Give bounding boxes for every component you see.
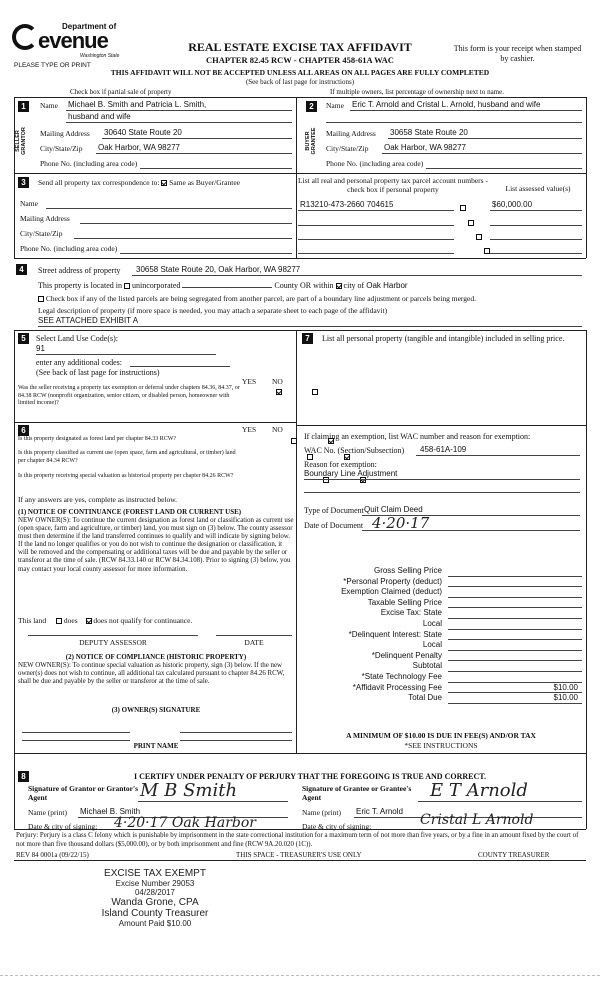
does-not-checkbox[interactable] [86, 618, 92, 624]
segregated-text: Check box if any of the listed parcels are being segregated from another parcel, are part of a boundary line adjustment or parcels being merged. [45, 294, 476, 303]
personal-property-label: List all personal property (tangible and intangible) included in selling price. [322, 334, 565, 343]
assessed-header: List assessed value(s) [505, 184, 571, 193]
section-8-number: 8 [18, 771, 29, 782]
grantor-date-label: Date & city of signing: [28, 822, 98, 831]
same-as-buyer-checkbox[interactable] [161, 180, 167, 186]
s3-city-label: City/State/Zip [20, 229, 63, 238]
forest-question: Is this property designated as forest land per chapter 84.33 RCW? [18, 436, 177, 442]
form-warning: THIS AFFIDAVIT WILL NOT BE ACCEPTED UNLESS ALL AREAS ON ALL PAGES ARE FULLY COMPLETED [110, 68, 490, 77]
doc-type-label: Type of Document [304, 506, 364, 515]
tax-row-label: Taxable Selling Price [367, 597, 442, 607]
form-chapter: CHAPTER 82.45 RCW - CHAPTER 458-61A WAC [206, 55, 394, 65]
treasurer-use-only: THIS SPACE - TREASURER'S USE ONLY [236, 851, 362, 859]
tax-row-label: Excise Tax: State [380, 608, 442, 618]
section-1-number: 1 [18, 101, 29, 112]
s1-name-value-2[interactable]: husband and wife [68, 112, 131, 121]
tax-row-label: *Delinquent Interest: State [348, 629, 442, 639]
tax-row-line [448, 607, 582, 608]
does-checkbox[interactable] [56, 618, 62, 624]
see-instructions-note: *SEE INSTRUCTIONS [404, 741, 478, 750]
partial-sale-note: Check box if partial sale of property [70, 88, 172, 96]
s2-mail-label: Mailing Address [326, 129, 376, 138]
parcel-header: List all real and personal property tax parcel account numbers - check box if personal property [298, 176, 488, 194]
parcel-value-1[interactable]: R13210-473-2660 704615 [300, 200, 394, 209]
form-revision: REV 84 0001a (09/22/15) [16, 851, 89, 859]
s6-yes-header: YES [242, 425, 257, 434]
segregated-note [38, 294, 586, 303]
tax-row-line [448, 671, 582, 672]
personal-property-checkbox-2[interactable] [468, 220, 474, 226]
exempt-yes-checkbox[interactable] [276, 389, 282, 395]
personal-property-checkbox-3[interactable] [476, 234, 482, 240]
logo-swoosh-icon [12, 24, 38, 50]
claim-exemption-label: If claiming an exemption, list WAC number and reason for exemption: [304, 432, 531, 441]
please-type: PLEASE TYPE OR PRINT [14, 62, 91, 69]
any-yes-note: If any answers are yes, complete as instructed below. [18, 495, 178, 504]
s3-send-text: Send all property tax correspondence to: [38, 178, 160, 187]
tax-row-label: *State Technology Fee [361, 672, 442, 681]
s3-phone-label: Phone No. (including area code) [20, 244, 118, 253]
minimum-due-note: A MINIMUM OF $10.00 IS DUE IN FEE(S) AND/OR TAX [346, 731, 536, 740]
notice-2-text: NEW OWNER(S): To continue special valuation as historic property, sign (3) below. If the new owner(s) does not wish to continue, all additional tax calculated pursuant to chapter 84.26 RCW, shall be due and payable by the seller or transferor at the time of sale. [18, 662, 285, 686]
stamp-line-6: Amount Paid $10.00 [118, 919, 192, 928]
s5-yes-header: YES [242, 377, 257, 386]
tax-row-line [448, 629, 582, 630]
section-3-number: 3 [18, 177, 29, 188]
tax-row-label: *Affidavit Processing Fee [352, 682, 442, 692]
tax-row-line [448, 650, 582, 651]
perjury-note: Perjury: Perjury is a class C felony which is punishable by imprisonment in the state correctional institution for a maximum term of not more than five years, or by a fine in an amount fixed by the court of not more than five thousand dollars ($5,000.00), or by both imprisonment and fine (RCW 9A.20.020 (1C)). [16, 832, 579, 848]
seller-grantor-label: SELLER GRANTOR [15, 127, 27, 155]
grantee-name-label: Name (print) [302, 808, 341, 817]
section-2-number: 2 [306, 101, 317, 112]
treasurer-stamp [70, 868, 240, 928]
agency-line2: evenue [38, 28, 108, 53]
see-back-note: (See back of last page for instructions) [245, 78, 355, 86]
tax-row-label: Local [422, 619, 442, 628]
grantee-signature: E T Arnold [430, 780, 528, 801]
stamp-line-2: Excise Number 29053 [115, 879, 195, 888]
notice-3-title: (3) OWNER(S) SIGNATURE [111, 706, 201, 714]
agency-line1: Department of [62, 22, 117, 31]
doc-type-value[interactable]: Quit Claim Deed [364, 505, 423, 514]
s5-see-back: (See back of last page for instructions) [36, 368, 160, 377]
segregated-checkbox[interactable] [38, 296, 44, 302]
s2-name-value[interactable]: Eric T. Arnold and Cristal L. Arnold, husband and wife [352, 100, 541, 109]
grantee-signature-label: Signature of Grantee or Grantee's Agent [302, 784, 412, 802]
form-title: REAL ESTATE EXCISE TAX AFFIDAVIT [188, 40, 412, 54]
grantor-name-label: Name (print) [28, 808, 67, 817]
grantee-date-label: Date & city of signing: [302, 822, 372, 831]
s2-mail-value[interactable]: 30658 State Route 20 [390, 128, 468, 137]
s1-mail-label: Mailing Address [40, 129, 90, 138]
tax-row-label: Gross Selling Price [373, 566, 442, 575]
notice-2-title: (2) NOTICE OF COMPLIANCE (HISTORIC PROPERTY) [65, 653, 247, 661]
this-land-text: This land [18, 616, 47, 625]
reason-label: Reason for exemption: [304, 460, 377, 469]
tax-row-line [448, 597, 582, 598]
legal-value[interactable]: SEE ATTACHED EXHIBIT A [38, 316, 139, 325]
personal-property-checkbox-4[interactable] [484, 248, 490, 254]
tax-row-line [448, 586, 582, 587]
grantor-signature-label: Signature of Grantor or Grantor's Agent [28, 784, 138, 802]
current-use-question: Is this property classified as current use (open space, farm and agricultural, or timber) land per chapter 84.34 RCW? [18, 450, 236, 464]
s6-no-header: NO [272, 425, 283, 434]
legal-label: Legal description of property (if more space is needed, you may attach a separate sheet to each page of the affidavit) [38, 306, 388, 315]
street-value[interactable]: 30658 State Route 20, Oak Harbor, WA 98277 [136, 265, 301, 274]
s1-mail-value[interactable]: 30640 State Route 20 [104, 128, 182, 137]
forest-yes-checkbox[interactable] [291, 438, 297, 444]
tax-row-line [448, 703, 582, 704]
enter-codes-label: enter any additional codes: [36, 358, 122, 367]
s5-no-header: NO [272, 377, 283, 386]
grantor-date-handwritten: 4·20·17 Oak Harbor [114, 815, 256, 831]
within-city-checkbox[interactable] [336, 283, 342, 289]
s3-same-text: Same as Buyer/Grantee [169, 178, 240, 187]
use-code-label: Select Land Use Code(s): [36, 334, 118, 343]
s3-mail-label: Mailing Address [20, 214, 70, 223]
street-label: Street address of property [38, 266, 121, 275]
s1-city-value[interactable]: Oak Harbor, WA 98277 [98, 143, 180, 152]
use-code-value[interactable]: 91 [36, 344, 45, 353]
city-value[interactable]: Oak Harbor [366, 281, 408, 290]
s3-name-label: Name [20, 199, 38, 208]
qualify-text: qualify for continuance. [120, 616, 193, 625]
grantee-date-handwritten: Cristal L Arnold [420, 812, 534, 828]
grantor-name-value[interactable]: Michael B. Smith [80, 807, 141, 816]
s2-name-label: Name [326, 101, 344, 110]
section-7-number: 7 [302, 333, 313, 344]
tax-row-label: Exemption Claimed (deduct) [341, 587, 442, 597]
assessor-date-label: DATE [244, 638, 264, 647]
tax-row-line [448, 660, 582, 661]
continuance-line [18, 616, 192, 625]
tax-row-label: Local [422, 640, 442, 650]
tax-row-value[interactable]: $10.00 [553, 682, 578, 692]
does-not-text: does not [93, 616, 119, 625]
section-4-number: 4 [16, 264, 27, 275]
tax-row-line [448, 639, 582, 640]
city-of-text: city of [343, 281, 365, 290]
located-text: This property is located in [38, 281, 122, 290]
multiple-owners-note: If multiple owners, list percentage of ownership next to name. [330, 88, 504, 96]
stamp-line-4: Wanda Grone, CPA [111, 897, 199, 908]
does-text: does [63, 616, 78, 625]
tax-row-line [448, 576, 582, 577]
tax-row-line [448, 618, 582, 619]
section-6-number: 6 [18, 425, 29, 436]
s3-send-label [38, 178, 240, 187]
tax-row-label: *Personal Property (deduct) [343, 576, 442, 586]
tax-row-value[interactable]: $10.00 [553, 693, 578, 703]
stamp-line-3: 04/28/2017 [134, 888, 176, 897]
s1-name-label: Name [40, 101, 58, 110]
s2-city-label: City/State/Zip [326, 144, 369, 153]
wac-value[interactable]: 458-61A-109 [420, 445, 467, 454]
located-line [38, 281, 408, 290]
wac-label: WAC No. (Section/Subsection) [304, 446, 405, 455]
receipt-note: This form is your receipt when stamped by cashier. [453, 44, 582, 63]
exempt-no-checkbox[interactable] [312, 389, 318, 395]
county-or-text: County OR within [274, 281, 334, 290]
s1-name-value-1[interactable]: Michael B. Smith and Patricia L. Smith, [68, 100, 207, 109]
tax-row-label: Subtotal [412, 661, 442, 671]
unincorporated-text: unincorporated [131, 281, 181, 290]
personal-property-checkbox-1[interactable] [460, 205, 466, 211]
tax-row-label: Total Due [408, 693, 442, 703]
historic-question: Is this property receiving special valuation as historical property per chapter 84.26 RCW? [18, 473, 234, 479]
agency-line3: Washington State [80, 53, 120, 59]
unincorporated-checkbox[interactable] [124, 283, 130, 289]
county-treasurer-label: COUNTY TREASURER [478, 851, 550, 859]
assessed-value-1[interactable]: $60,000.00 [492, 200, 533, 209]
exempt-question: Was the seller receiving a property tax exemption or deferral under chapters 84.36, 84.37, or 84.38 RCW (nonprofit organization, senior citizen, or disabled person, homeowner with limited income)? [18, 385, 240, 406]
deputy-assessor-label: DEPUTY ASSESSOR [79, 638, 147, 647]
doc-date-label: Date of Document [304, 521, 364, 530]
reason-value[interactable]: Boundary Line Adjustment [304, 469, 398, 478]
section-5-number: 5 [18, 333, 29, 344]
s1-city-label: City/State/Zip [40, 144, 83, 153]
stamp-line-1: EXCISE TAX EXEMPT [104, 868, 206, 879]
notice-1-title: (1) NOTICE OF CONTINUANCE (FOREST LAND OR CURRENT USE) [18, 508, 242, 516]
s1-phone-label: Phone No. (including area code) [40, 159, 138, 168]
notice-1-text: NEW OWNER(S): To continue the current designation as forest land or classification as current use (open space, farm and agriculture, or timber) land, you must sign on (3) below. The county assessor must then determine if the land transferred continues to qualify and will indicate by signing below. If the land no longer qualifies or you do not wish to continue the designation or classification, it will be removed and the compensating or additional taxes will be due and payable by the seller or transferor at the time of sale. (RCW 84.33.140 or RCW 84.34.108). Prior to signing (3) below, you may contact your local county assessor for more information. [18, 517, 294, 573]
certify-statement: I CERTIFY UNDER PENALTY OF PERJURY THAT THE FOREGOING IS TRUE AND CORRECT. [133, 772, 486, 781]
grantee-name-value[interactable]: Eric T. Arnold [356, 807, 403, 816]
print-name-label: PRINT NAME [133, 742, 179, 750]
doc-date-handwritten: 4·20·17 [372, 514, 430, 532]
buyer-grantee-label: BUYER GRANTEE [305, 127, 317, 155]
grantor-signature: M B Smith [140, 780, 238, 801]
stamp-line-5: Island County Treasurer [101, 908, 209, 919]
agency-logo [10, 20, 120, 66]
tax-row-label: *Delinquent Penalty [371, 650, 442, 660]
s2-city-value[interactable]: Oak Harbor, WA 98277 [384, 143, 466, 152]
s2-phone-label: Phone No. (including area code) [326, 159, 424, 168]
